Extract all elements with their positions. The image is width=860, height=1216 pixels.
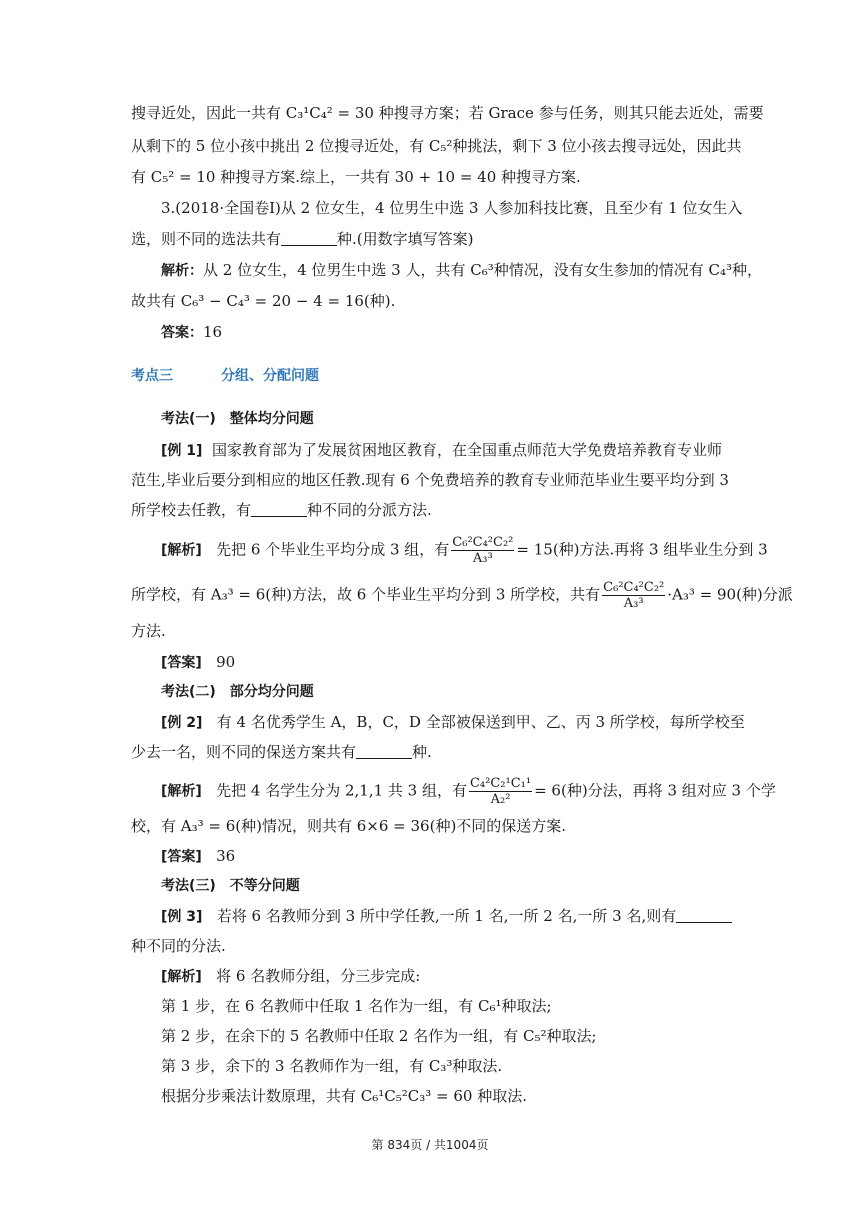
text: 将 6 名教师分组，分三步完成: (216, 967, 421, 985)
fraction (602, 580, 665, 611)
answer-blank (356, 744, 412, 759)
text-line (131, 580, 793, 611)
text-line: 搜寻近处，因此一共有 C₃¹C₄² = 30 种搜寻方案；若 Grace 参与任务，则其只能去近处，需要 (131, 104, 764, 122)
solution-step: 根据分步乘法计数原理，共有 C₆¹C₅²C₃³ = 60 种取法. (161, 1087, 528, 1105)
text: 若将 6 名教师分到 3 所中学任教,一所 1 名,一所 2 名,一所 3 名,则有 (216, 907, 677, 925)
text-line: 故共有 C₆³ − C₄³ = 20 − 4 = 16(种). (131, 292, 396, 310)
answer-label: [答案] (161, 655, 202, 671)
text: 国家教育部为了发展贫困地区教育，在全国重点师范大学免费培养教育专业师 (211, 441, 722, 459)
question-3-stem: 3.(2018·全国卷Ⅰ)从 2 位女生，4 位男生中选 3 人参加科技比赛，且至少有 1 位女生入 (161, 199, 743, 217)
text: = 6(种)分法，再将 3 组对应 3 个学 (534, 781, 776, 800)
text-line: 有 C₅² = 10 种搜寻方案.综上，一共有 30 + 10 = 40 种搜寻方案. (131, 168, 581, 186)
text: = 15(种)方法.再将 3 组毕业生分到 3 (516, 540, 768, 559)
text: 先把 6 个毕业生平均分成 3 组，有 (216, 540, 450, 559)
example-label: [例 3] (161, 909, 203, 925)
example-label: [例 1] (161, 443, 203, 459)
example-2-solution (161, 776, 776, 807)
answer-label: 答案： (161, 325, 203, 341)
text: 从 2 位女生，4 位男生中选 3 人，共有 C₆³种情况，没有女生参加的情况有 C₄³种， (203, 261, 763, 279)
method-3-title: 考法(三) 不等分问题 (161, 878, 300, 894)
example-3-solution (161, 965, 420, 988)
text: 种. (412, 743, 432, 761)
solution-label: [解析] (161, 542, 202, 559)
section-heading (131, 365, 319, 385)
text-line: 方法. (131, 622, 166, 640)
text: 所学校，有 A₃³ = 6(种)方法，故 6 个毕业生平均分到 3 所学校，共有 (131, 585, 601, 604)
example-1-answer (161, 651, 235, 674)
text: 选，则不同的选法共有 (131, 230, 282, 248)
fraction (469, 776, 532, 807)
solution-step: 第 3 步，余下的 3 名教师作为一组，有 C₃³种取法. (161, 1057, 503, 1075)
example-1-stem (161, 439, 722, 462)
question-3-solution (161, 259, 762, 282)
answer-label: [答案] (161, 849, 202, 865)
text: 先把 4 名学生分为 2,1,1 共 3 组，有 (216, 781, 467, 800)
solution-step: 第 1 步，在 6 名教师中任取 1 名作为一组，有 C₆¹种取法; (161, 997, 552, 1015)
example-1-solution (161, 535, 768, 566)
text: ·A₃³ = 90(种)分派 (667, 585, 793, 604)
solution-label: [解析] (161, 783, 202, 800)
answer-blank (251, 502, 307, 517)
example-3-stem (161, 905, 732, 928)
fraction-numerator: C₆²C₄²C₂² (452, 535, 514, 550)
text: 种不同的分派方法. (307, 501, 432, 519)
fraction-numerator: C₄²C₂¹C₁¹ (469, 776, 532, 791)
answer-value: 36 (216, 847, 236, 865)
solution-label: [解析] (161, 969, 202, 985)
answer-blank (281, 231, 337, 246)
text: 少去一名，则不同的保送方案共有 (131, 743, 357, 761)
text-line (131, 499, 432, 521)
question-3-stem-cont (131, 228, 474, 250)
text: 有 4 名优秀学生 A，B，C，D 全部被保送到甲、乙、丙 3 所学校，每所学校至 (216, 713, 745, 731)
example-2-stem (161, 711, 745, 734)
solution-step: 第 2 步，在余下的 5 名教师中任取 2 名作为一组，有 C₅²种取法; (161, 1027, 597, 1045)
answer-value: 16 (203, 323, 223, 341)
example-2-answer (161, 845, 235, 868)
text: 所学校去任教，有 (131, 501, 252, 519)
method-2-title: 考法(二) 部分均分问题 (161, 684, 314, 700)
fraction-denominator: A₃³ (472, 551, 493, 566)
question-3-answer (161, 321, 222, 344)
fraction-numerator: C₆²C₄²C₂² (603, 580, 665, 595)
solution-label: 解析： (161, 263, 203, 279)
text-line: 校，有 A₃³ = 6(种)情况，则共有 6×6 = 36(种)不同的保送方案. (131, 817, 567, 835)
fraction (451, 535, 514, 566)
section-number: 考点三 (131, 368, 173, 384)
fraction-denominator: A₃³ (623, 596, 644, 611)
text-line: 种不同的分法. (131, 937, 226, 955)
text-line: 范生,毕业后要分到相应的地区任教.现有 6 个免费培养的教育专业师范毕业生要平均分到 3 (131, 471, 729, 489)
section-title: 分组、分配问题 (221, 368, 319, 384)
fraction-denominator: A₂² (490, 792, 511, 807)
text-line (131, 741, 432, 763)
text-line: 从剩下的 5 位小孩中挑出 2 位搜寻近处，有 C₅²种挑法，剩下 3 位小孩去搜寻远处，因此共 (131, 137, 742, 155)
page-footer: 第 834页 / 共1004页 (371, 1138, 489, 1152)
answer-blank (676, 908, 732, 923)
answer-value: 90 (216, 653, 236, 671)
text: 种.(用数字填写答案) (337, 230, 474, 248)
example-label: [例 2] (161, 715, 203, 731)
method-1-title: 考法(一) 整体均分问题 (161, 411, 314, 427)
